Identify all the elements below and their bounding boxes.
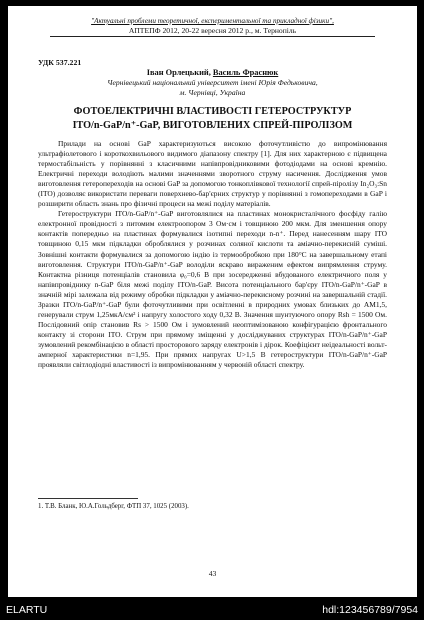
author-second: Василь Фраснюк (212, 68, 279, 77)
conference-header: АПТЕПФ 2012, 20-22 вересня 2012 р., м. Тернопіль (128, 26, 297, 35)
footer-handle: hdl:123456789/7954 (322, 604, 418, 616)
paragraph-1: Прилади на основі GaP характеризуються високою фоточутливістю до випромінювання ультрафіолетового і короткохвильового видимого діапазону спектру [1]. Для них характерною є підвищена термостабільність у порівнянні з класичними напівпровідниковими фотодіодами на основі кремнію. Електричні переходи володіють малими значеннями зворотного струму насичення. Дослідження умов виготовлення гетеропереходів на основі GaP за допомогою тонкоплівкової технології спрей-піролізу In₂O₃:Sn (ITO) дозволяє використати переваги поверхнево-бар'єрних структур у порівнянні з гомопереходами в GaP і розширити область знань про фізичні процеси на межі поділу матеріалів. (38, 139, 387, 209)
page-number: 43 (208, 569, 217, 578)
header-divider (50, 36, 375, 37)
paper-title-line-1: ФОТОЕЛЕКТРИЧНІ ВЛАСТИВОСТІ ГЕТЕРОСТРУКТУР (73, 106, 352, 117)
body-text (38, 139, 387, 370)
authors (8, 68, 417, 77)
reference-divider (38, 498, 138, 499)
udk-code: УДК 537.221 (38, 58, 82, 67)
reference-item: 1. Т.В. Бланк, Ю.А.Гольдберг, ФТП 37, 1025 (2003). (38, 503, 189, 510)
author-first: Іван Орлецький, (146, 68, 213, 77)
affiliation-line-2: м. Чернівці, Україна (179, 88, 246, 97)
paper-title-line-2: ITO/n-GaP/n⁺-GaP, ВИГОТОВЛЕНИХ СПРЕЙ-ПІРОЛІЗОМ (72, 120, 353, 131)
journal-header: "Актуальні проблеми теоретичної, експериментальної та прикладної фізики", (91, 17, 334, 25)
document-page (8, 6, 417, 597)
paragraph-2: Гетероструктури ITO/n-GaP/n⁺-GaP виготовлялися на пластинах монокристалічного фосфіду галію електронної провідності з питомим електроопором 3 Ом·см і товщиною 200 мкм. Для зменшення опору контактів попередньо на пластинах формувалися ізотипні переходи n-n⁺. Перед нанесенням шару ITO товщиною 0,15 мкм підкладки оброблялися у розчинах соляної кислоти та аміачно-перекисній суміші. Зовнішні контакти формувалися за допомогою індію із термообробкою при 180°C на завершальному етапі виготовлення. Структури ITO/n-GaP/n⁺-GaP володіли яскраво вираженим ефектом випрямлення струму. Контактна різниця потенціалів становила φ₀=0,6 В при зосередженні вбудованого електричного поля у напівпровіднику n-GaP біля межі поділу ITO/n-GaP. Висота потенціального бар'єру ITO/n-GaP/n⁺-GaP в значній мірі залежала від режиму обробки підкладки у аміачно-перекисному розчині на завершальній стадії. Зразки ITO/n-GaP/n⁺-GaP були фоточутливими при освітленні в природних умовах близьких до АМ1,5, генерували струм 1,25мкА/см² і напругу холостого ходу 0,32 В. Значення шунтуючого опору Rsh = 1500 Ом. Послідовний опір становив Rs > 1500 Ом і зумовлений неоптимізованою конфігурацією фронтального контакту зі сторони ITO. Струм при прямому зміщенні у досліджуваних структурах ITO/n-GaP/n⁺-GaP зумовлений рекомбінацією в області просторового заряду електронів і дірок. Коефіцієнт неідеальності вольт-амперної характеристики n=1,95. При прямих напругах U>1,5 В гетероструктури ITO/n-GaP/n⁺-GaP проявляли світлодіодні властивості із випромінюванням у червоній області спектру. (38, 209, 387, 370)
affiliation-line-1: Чернівецький національний університет імені Юрія Федьковича, (107, 78, 318, 87)
footer-repository-label: ELARTU (6, 604, 48, 616)
